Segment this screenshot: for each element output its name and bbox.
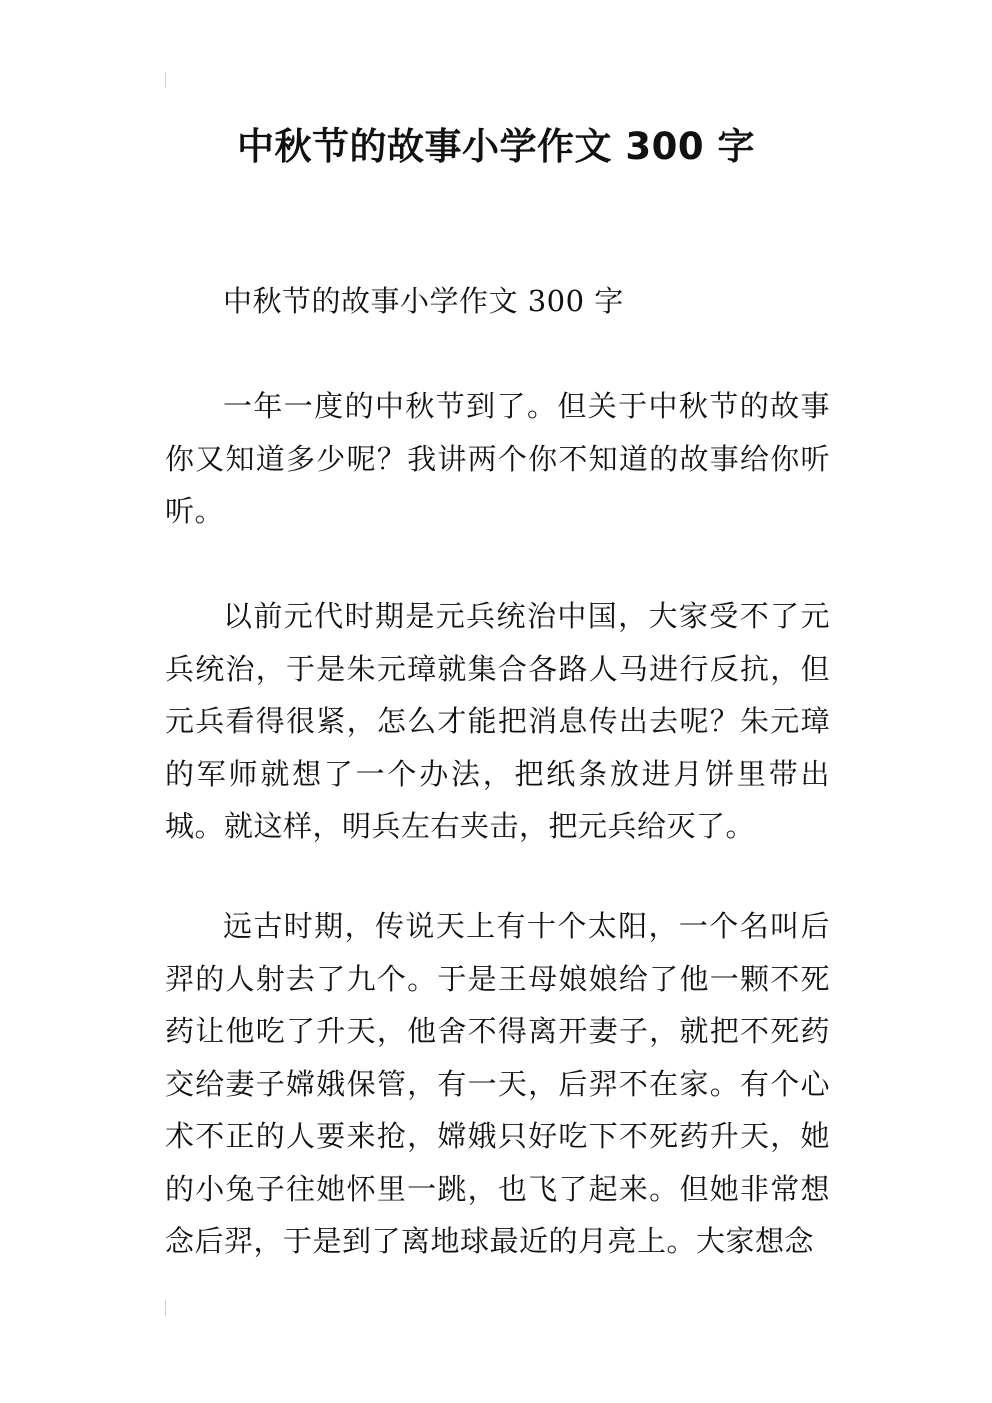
- top-crop-mark: [165, 72, 166, 88]
- paragraph-change-story: 远古时期，传说天上有十个太阳，一个名叫后羿的人射去了九个。于是王母娘娘给了他一颗不死药让他吃了升天，他舍不得离开妻子，就把不死药交给妻子嫦娥保管，有一天，后羿不在家。有个心术不正的人要来抢，嫦娥只好吃下不死药升天，她的小兔子往她怀里一跳，也飞了起来。但她非常想念后羿，于是到了离地球最近的月亮上。大家想念: [165, 909, 830, 1258]
- paragraph-mooncake-story: 以前元代时期是元兵统治中国，大家受不了元兵统治，于是朱元璋就集合各路人马进行反抗，但元兵看得很紧，怎么才能把消息传出去呢？朱元璋的军师就想了一个办法，把纸条放进月饼里带出城。就这样，明兵左右夹击，把元兵给灭了。: [165, 599, 830, 843]
- bottom-crop-mark: [165, 1300, 166, 1316]
- paragraph-intro: 一年一度的中秋节到了。但关于中秋节的故事你又知道多少呢？我讲两个你不知道的故事给你听听。: [165, 389, 830, 528]
- document-subtitle: 中秋节的故事小学作文 300 字: [223, 284, 624, 318]
- document-title: 中秋节的故事小学作文 300 字: [237, 125, 755, 168]
